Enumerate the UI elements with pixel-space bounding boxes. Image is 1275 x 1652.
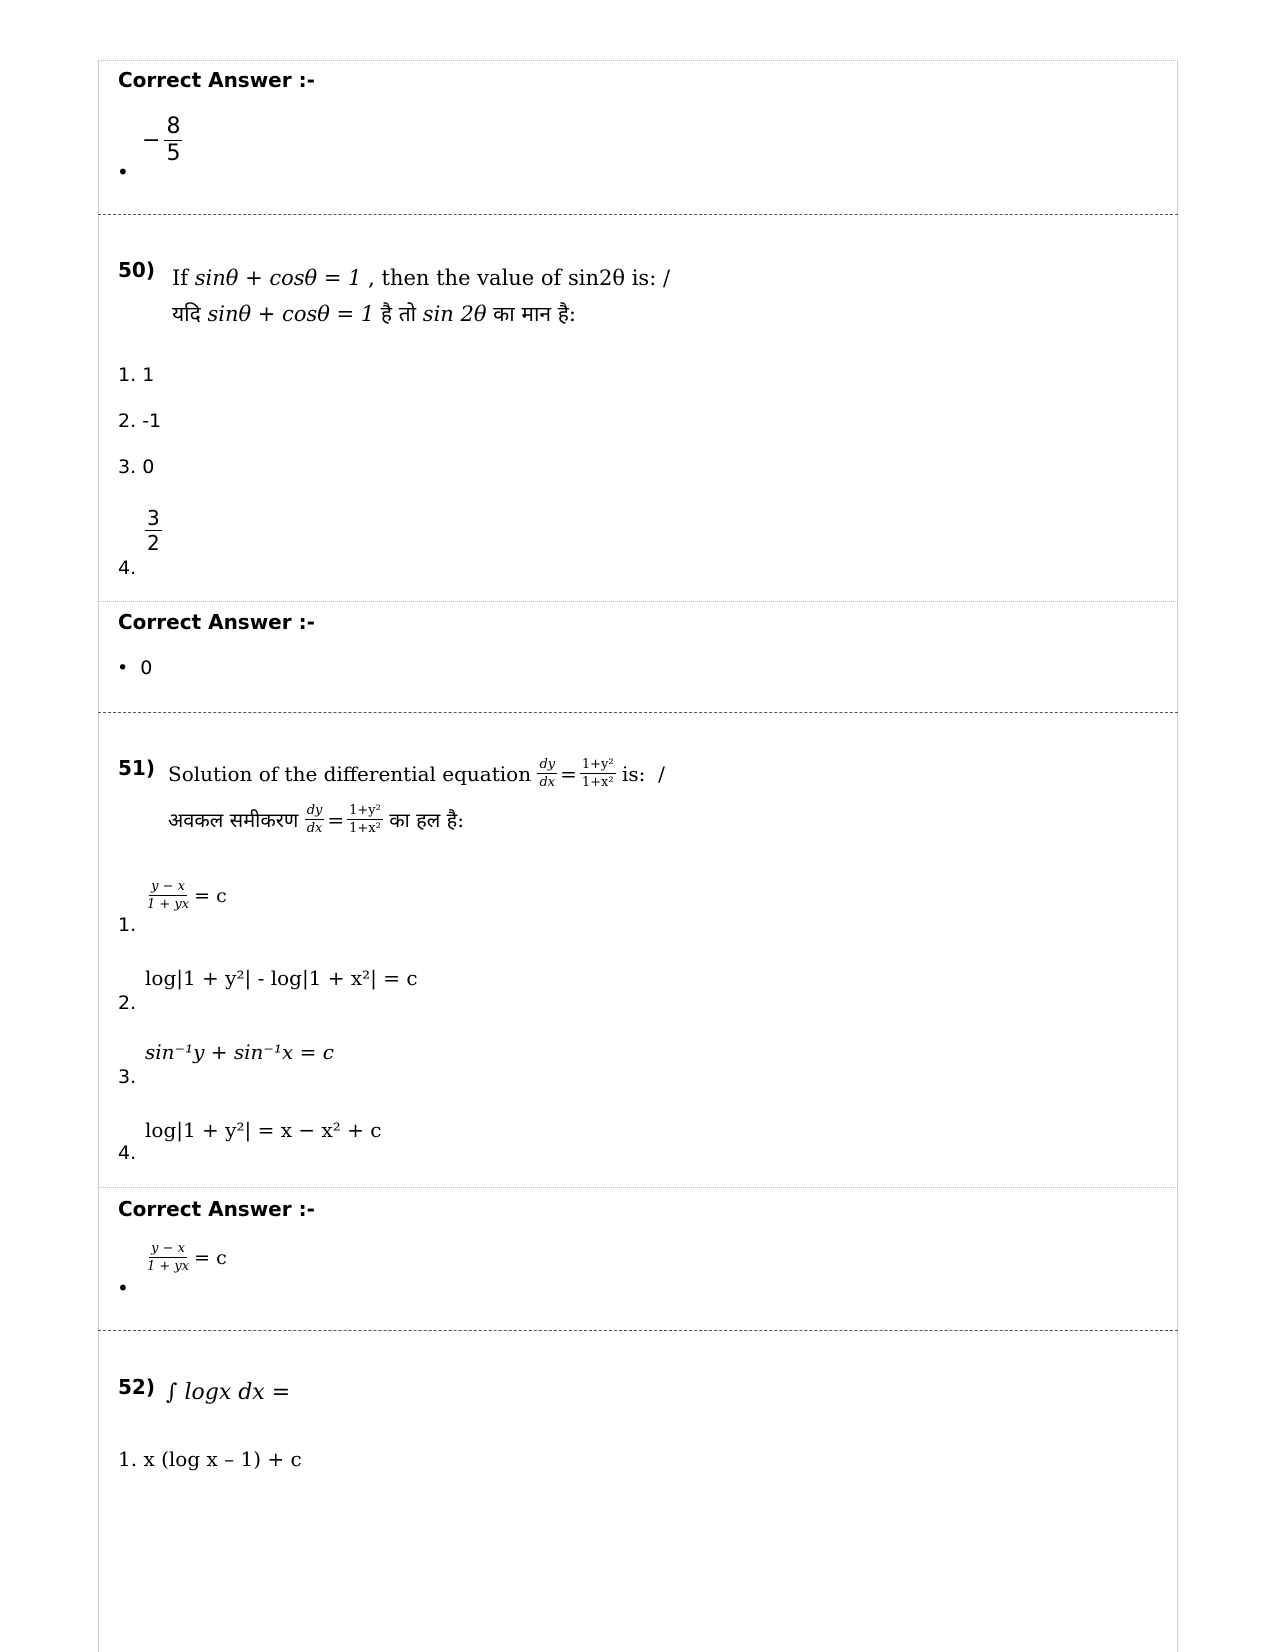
text: = c [194, 1246, 227, 1269]
question-text-hi [172, 300, 576, 328]
question-divider [98, 1330, 1178, 1331]
question-text: ∫ logx dx = [166, 1380, 291, 1405]
fraction-numerator: y − x [151, 879, 185, 894]
option-text: x (log x – 1) + c [143, 1447, 302, 1471]
math-expression: sinθ + cosθ = 1 [207, 302, 375, 326]
text: का मान है: [486, 302, 576, 326]
bullet: • [117, 160, 129, 184]
option-4[interactable] [118, 1142, 136, 1164]
text: , then the value of sin2θ is: / [361, 266, 671, 290]
option-number: 2. [118, 992, 137, 1014]
option-1[interactable] [118, 914, 136, 936]
fraction-denominator: dx [539, 775, 556, 790]
fraction-numerator: dy [306, 803, 323, 818]
correct-answer-expression [145, 1242, 227, 1273]
option-number: 1. [118, 1447, 138, 1471]
option-4-expression: log|1 + y²| = x − x² + c [145, 1118, 382, 1142]
bullet: • [117, 657, 141, 679]
question-number: 52) [118, 1375, 155, 1399]
fraction-denominator: 1+x² [349, 821, 381, 836]
fraction-denominator: 5 [166, 141, 181, 166]
fraction-numerator: 1+y² [349, 803, 381, 818]
option-text: 0 [142, 456, 155, 478]
option-1[interactable] [118, 364, 154, 386]
text: = c [194, 884, 227, 907]
question-divider [98, 712, 1178, 713]
option-number: 4. [118, 1142, 137, 1164]
text: अवकल समीकरण [168, 808, 305, 832]
answer-value: 0 [140, 657, 153, 679]
option-3[interactable] [118, 456, 154, 478]
math-expression: sin 2θ [422, 302, 487, 326]
option-number: 2. [118, 410, 137, 432]
option-text: 1 [142, 364, 155, 386]
option-2-expression: log|1 + y²| - log|1 + x²| = c [145, 966, 418, 990]
question-number: 51) [118, 756, 155, 780]
fraction-numerator: 3 [147, 506, 160, 530]
option-3-expression: sin⁻¹y + sin⁻¹x = c [145, 1040, 334, 1064]
page-frame [98, 60, 1178, 1652]
fraction-numerator: y − x [151, 1241, 185, 1256]
fraction-denominator: 2 [147, 531, 160, 555]
question-text-en [172, 266, 670, 290]
question-divider [98, 214, 1178, 215]
correct-answer-label: Correct Answer :- [118, 68, 315, 92]
option-1[interactable] [118, 1447, 302, 1471]
option-4[interactable] [118, 557, 136, 579]
equals-sign: = [327, 807, 345, 832]
question-text-hi [168, 804, 464, 835]
fraction-denominator: 1 + yx [147, 897, 190, 912]
option-1-expression [145, 880, 227, 911]
text: is: / [615, 761, 665, 786]
text: का हल है: [382, 808, 465, 832]
text: यदि [172, 302, 208, 326]
option-number: 3. [118, 1066, 137, 1088]
correct-answer-label: Correct Answer :- [118, 1197, 315, 1221]
bullet: • [117, 1276, 129, 1300]
option-text: -1 [142, 410, 162, 432]
fraction-numerator: 1+y² [581, 757, 614, 772]
fraction-numerator: dy [539, 757, 556, 772]
question-number: 50) [118, 258, 155, 282]
correct-answer-label: Correct Answer :- [118, 610, 315, 634]
answer-separator [98, 601, 1178, 602]
text: If [172, 266, 195, 290]
fraction-denominator: dx [306, 821, 323, 836]
answer-separator [98, 1187, 1178, 1188]
correct-answer [117, 657, 152, 679]
option-number: 1. [118, 914, 137, 936]
option-2[interactable] [118, 410, 161, 432]
question-text-en [168, 758, 665, 789]
fraction-denominator: 1+x² [581, 775, 614, 790]
option-3[interactable] [118, 1066, 136, 1088]
fraction-numerator: 8 [166, 114, 181, 139]
fraction-denominator: 1 + yx [147, 1259, 190, 1274]
text: Solution of the differential equation [168, 761, 538, 786]
option-2[interactable] [118, 992, 136, 1014]
answer-fraction [142, 116, 182, 165]
option-number: 1. [118, 364, 137, 386]
math-expression: sinθ + cosθ = 1 [194, 266, 362, 290]
minus-sign: − [142, 128, 161, 153]
text: है तो [374, 302, 423, 326]
option-number: 4. [118, 557, 137, 579]
equals-sign: = [560, 761, 577, 786]
option-number: 3. [118, 456, 137, 478]
option-4-fraction [145, 508, 162, 553]
